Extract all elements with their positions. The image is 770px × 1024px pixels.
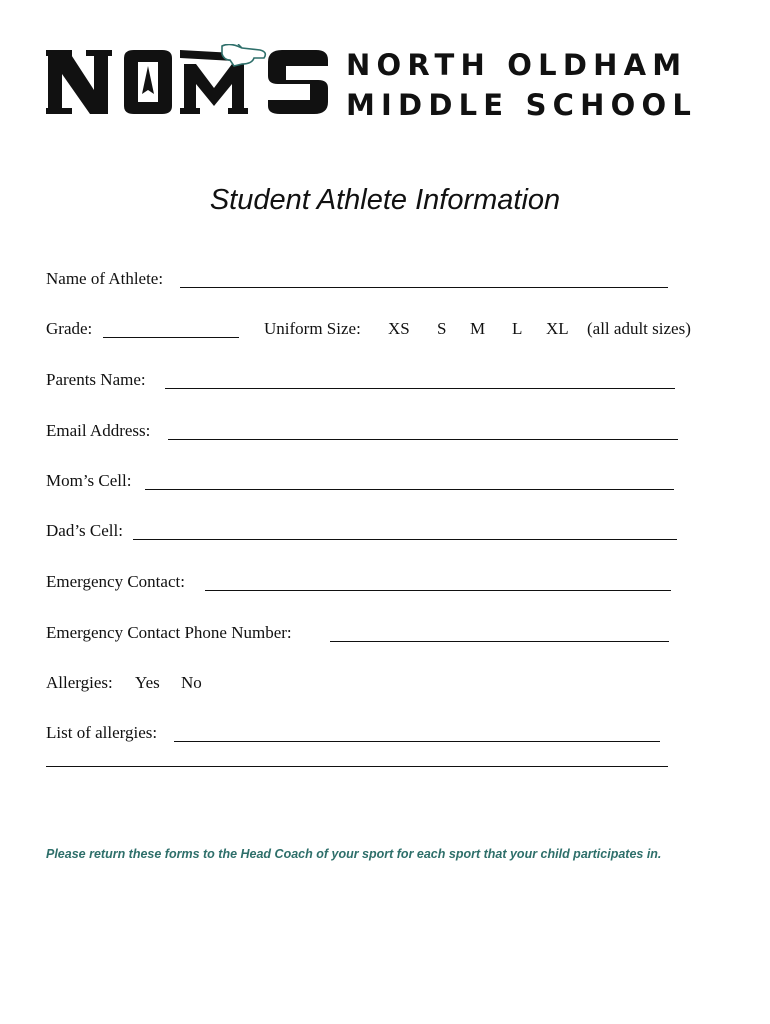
return-instructions: Please return these forms to the Head Coach of your sport for each sport that your child participates in. [46, 847, 662, 861]
uniform-note: (all adult sizes) [587, 319, 691, 338]
athlete-name-field[interactable] [180, 287, 668, 288]
uniform-option-l[interactable]: L [512, 319, 523, 338]
emergency-phone-label: Emergency Contact Phone Number: [46, 623, 292, 642]
grade-row [46, 318, 92, 340]
school-name-line-2: MIDDLE SCHOOL [346, 88, 698, 122]
uniform-size-row [264, 318, 361, 340]
emergency-contact-row [46, 571, 185, 593]
allergies-no-option[interactable]: No [181, 673, 202, 692]
allergy-list-label: List of allergies: [46, 723, 158, 742]
email-row [46, 420, 150, 442]
parents-name-row [46, 369, 146, 391]
uniform-option-m[interactable]: M [470, 319, 486, 338]
email-label: Email Address: [46, 421, 151, 440]
parents-name-label: Parents Name: [46, 370, 146, 389]
page-title: Student Athlete Information [209, 184, 561, 216]
allergy-list-row [46, 722, 157, 744]
emergency-phone-field[interactable] [330, 641, 669, 642]
parents-name-field[interactable] [165, 388, 675, 389]
mom-cell-label: Mom’s Cell: [46, 471, 132, 490]
emergency-phone-row [46, 622, 292, 644]
allergy-list-field[interactable] [174, 741, 660, 742]
athlete-name-row [46, 268, 163, 290]
uniform-option-xl[interactable]: XL [546, 319, 569, 338]
allergies-label: Allergies: [46, 673, 113, 692]
emergency-contact-field[interactable] [205, 590, 671, 591]
mustang-icon [222, 44, 265, 66]
athlete-name-label: Name of Athlete: [46, 269, 164, 288]
emergency-contact-label: Emergency Contact: [46, 572, 185, 591]
noms-logo-mark [46, 44, 330, 120]
email-field[interactable] [168, 439, 678, 440]
dad-cell-field[interactable] [133, 539, 677, 540]
mom-cell-row [46, 470, 131, 492]
mom-cell-field[interactable] [145, 489, 674, 490]
dad-cell-row [46, 520, 123, 542]
school-logo [46, 44, 736, 120]
dad-cell-label: Dad’s Cell: [46, 521, 123, 540]
allergy-list-field-continued[interactable] [46, 766, 668, 767]
uniform-option-s[interactable]: S [437, 319, 447, 338]
school-name-line-1: NORTH OLDHAM [346, 48, 688, 82]
allergies-yes-option[interactable]: Yes [135, 673, 160, 692]
uniform-option-xs[interactable]: XS [388, 319, 410, 338]
allergies-row [46, 672, 113, 694]
grade-label: Grade: [46, 319, 93, 338]
grade-field[interactable] [103, 337, 239, 338]
uniform-size-label: Uniform Size: [264, 319, 361, 338]
